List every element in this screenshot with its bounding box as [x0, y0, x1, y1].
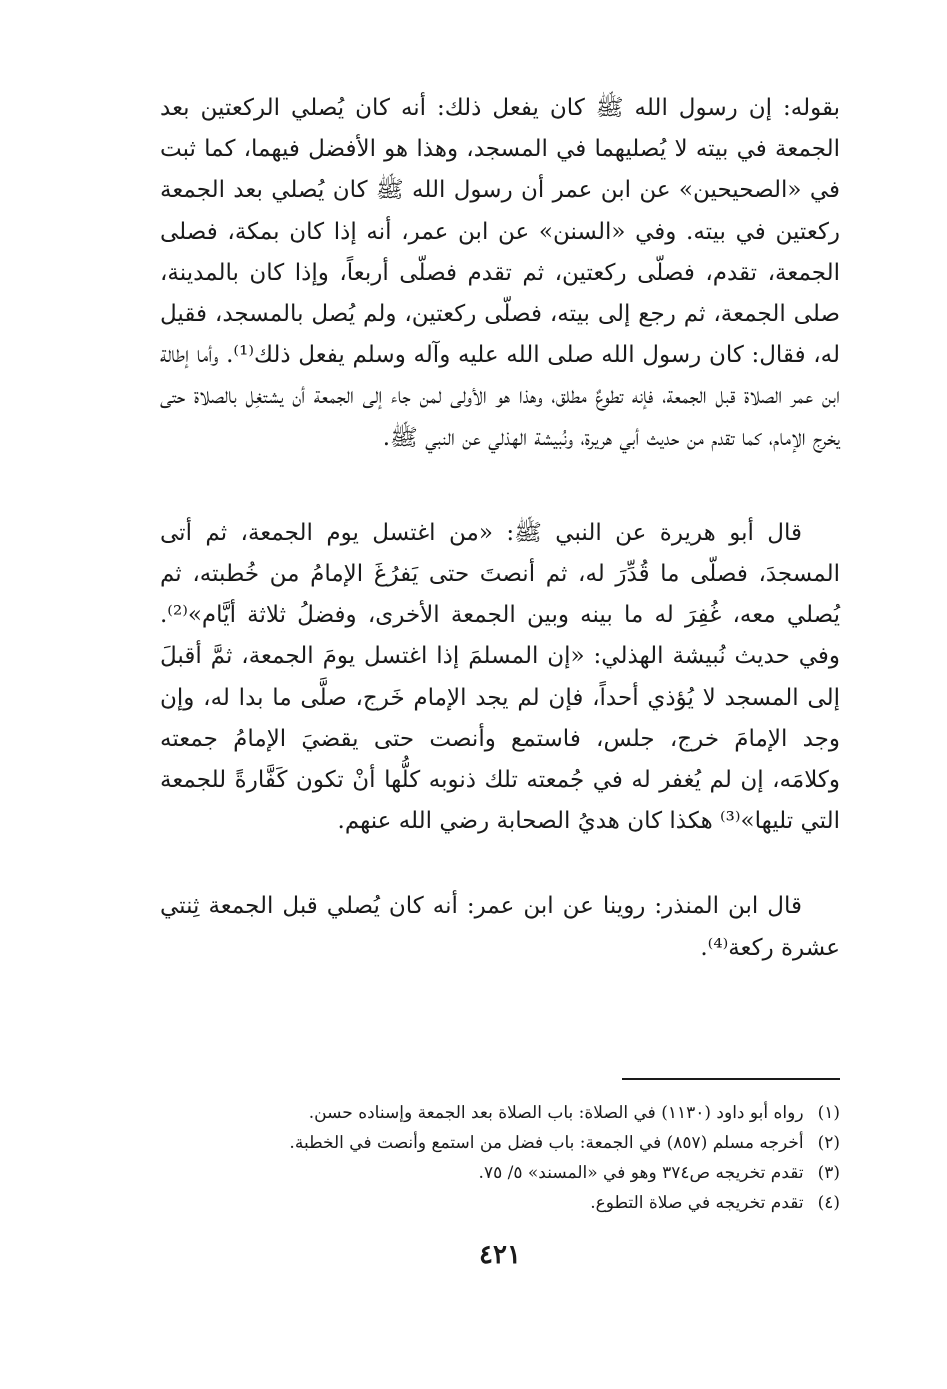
paragraph-3: قال ابن المنذر: روينا عن ابن عمر: أنه كان يُصلي قبل الجمعة ثِنتي عشرة ركعة⁽⁴⁾.: [160, 893, 840, 961]
footnote-item: [160, 1098, 840, 1128]
page-number: ٤٢١: [479, 1240, 521, 1270]
footnote-text: تقدم تخريجه في صلاة التطوع.: [590, 1193, 804, 1213]
book-page: [160, 88, 840, 1270]
footnote-item: [160, 1128, 840, 1158]
paragraph-1: بقوله: إن رسول الله ﷺ كان يفعل ذلك: أنه كان يُصلي الركعتين بعد الجمعة في بيته لا يُصليهما في المسجد، وهذا هو الأفضل فيهما، كما ثبت في «الصحيحين» عن ابن عمر أن رسول الله ﷺ كان يُصلي بعد الجمعة ركعتين في بيته. وفي «السنن» عن ابن عمر، أنه إذا كان بمكة، فصلى الجمعة، تقدم، فصلّى ركعتين، ثم تقدم فصلّى أربعاً، وإذا كان بالمدينة، صلى الجمعة، ثم رجع إلى بيته، فصلّى ركعتين، ولم يُصل بالمسجد، فقيل له، فقال: كان رسول الله صلى الله عليه وآله وسلم يفعل ذلك⁽¹⁾. وأما إطالة ابن عمر الصلاة قبل الجمعة، فإنه تطوعٌ مطلق، وهذا هو الأولى لمن جاء إلى الجمعة أن يشتغِل بالصلاة حتى يخرج الإمام، كما تقدم من حديث أبي هريرة، ونُبيشة الهذلي عن النبي ﷺ.: [160, 95, 840, 451]
paragraph-2: قال أبو هريرة عن النبي ﷺ: «من اغتسل يوم الجمعة، ثم أتى المسجدَ، فصلّى ما قُدِّرَ له، ثم أنصتَ حتى يَفرُغَ الإمامُ من خُطبته، ثم يُصلي معه، غُفِرَ له ما بينه وبين الجمعة الأخرى، وفضلُ ثلاثة أيَّام»⁽²⁾. وفي حديث نُبيشة الهذلي: «إن المسلمَ إذا اغتسل يومَ الجمعة، ثمَّ أقبلَ إلى المسجد لا يُؤذي أحداً، فإن لم يجد الإمام خَرج، صلَّى ما بدا له، وإن وجد الإمامَ خرج، جلس، فاستمع وأنصت حتى يقضيَ الإمامُ جمعته وكلامَه، إن لم يُغفر له في جُمعته تلك ذنوبه كلُّها أنْ تكون كَفَّارةً للجمعة التي تليها»⁽³⁾ هكذا كان هديُ الصحابة رضي الله عنهم.: [160, 519, 840, 835]
footnote-text: رواه أبو داود (١١٣٠) في الصلاة: باب الصلاة بعد الجمعة وإسناده حسن.: [308, 1103, 804, 1123]
footnote-divider: [622, 1078, 840, 1080]
footnote-number: (١): [817, 1103, 840, 1123]
footnote-number: (٢): [817, 1133, 840, 1153]
footnote-text: تقدم تخريجه ص٣٧٤ وهو في «المسند» ٥/ ٧٥.: [478, 1163, 804, 1183]
footnote-item: [160, 1158, 840, 1188]
footnote-text: أخرجه مسلم (٨٥٧) في الجمعة: باب فضل من استمع وأنصت في الخطبة.: [289, 1133, 804, 1153]
footnote-number: (٤): [817, 1193, 840, 1213]
footnote-item: [160, 1188, 840, 1218]
footnotes-list: [160, 1098, 840, 1218]
footnote-number: (٣): [817, 1163, 840, 1183]
